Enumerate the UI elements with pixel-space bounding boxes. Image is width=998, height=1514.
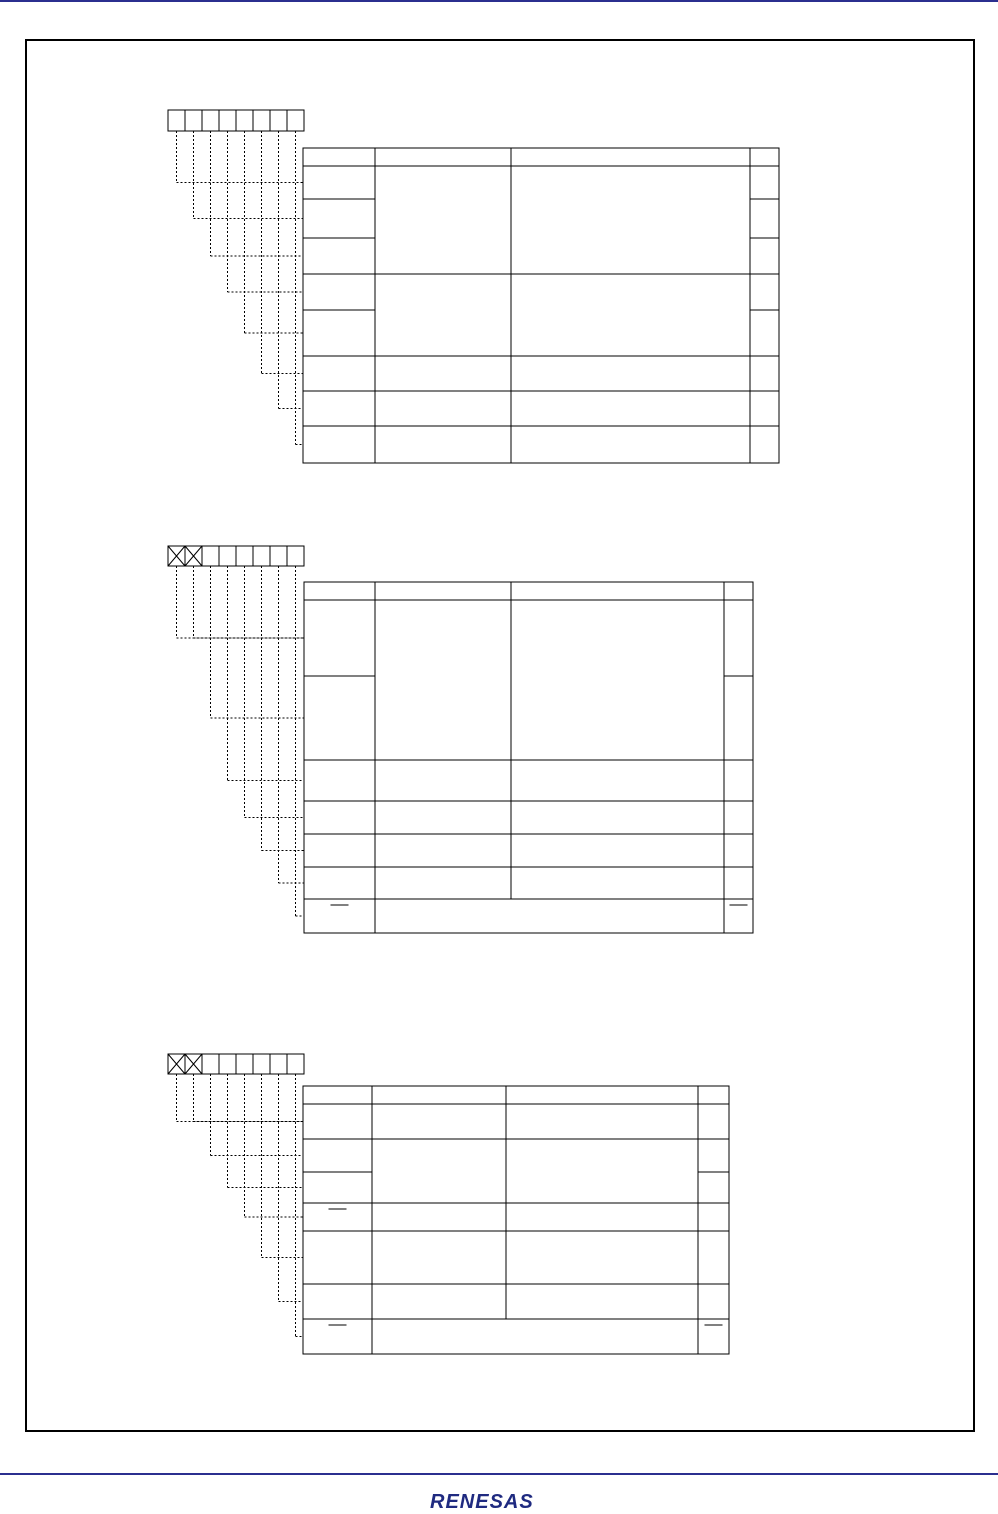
register-diagram-1-bit-cell [287, 110, 304, 131]
register-diagram-2-bit-cell [287, 546, 304, 566]
register-diagram-1-bit-cell [253, 110, 270, 131]
renesas-logo [428, 1488, 578, 1514]
register-diagram-3-bit-cell [287, 1054, 304, 1074]
register-diagram-3-bit-cell [253, 1054, 270, 1074]
register-diagram-1-bit-cell [219, 110, 236, 131]
register-diagram-3-bit-cell [202, 1054, 219, 1074]
footer-rule [0, 1473, 998, 1475]
register-diagram-2-table [304, 582, 753, 933]
register-diagram-1-bit-cell [270, 110, 287, 131]
register-diagram-1-bit-cell [236, 110, 253, 131]
register-diagram-1-bit-cell [185, 110, 202, 131]
register-diagram-3-table [303, 1086, 729, 1354]
logo-text: RENESAS [430, 1491, 534, 1513]
register-diagram-3-bit-cell [270, 1054, 287, 1074]
register-diagram-1-table [303, 148, 779, 463]
register-diagram-2-bit-cell [202, 546, 219, 566]
register-diagram-1-bit-cell [168, 110, 185, 131]
register-diagram-2-bit-cell [270, 546, 287, 566]
register-diagram-3-bit-cell [236, 1054, 253, 1074]
register-diagram-2-bit-cell [219, 546, 236, 566]
register-diagram-2-bit-cell [236, 546, 253, 566]
register-diagram-2-bit-cell [253, 546, 270, 566]
register-diagram-3-bit-cell [219, 1054, 236, 1074]
register-diagram-1-bit-cell [202, 110, 219, 131]
